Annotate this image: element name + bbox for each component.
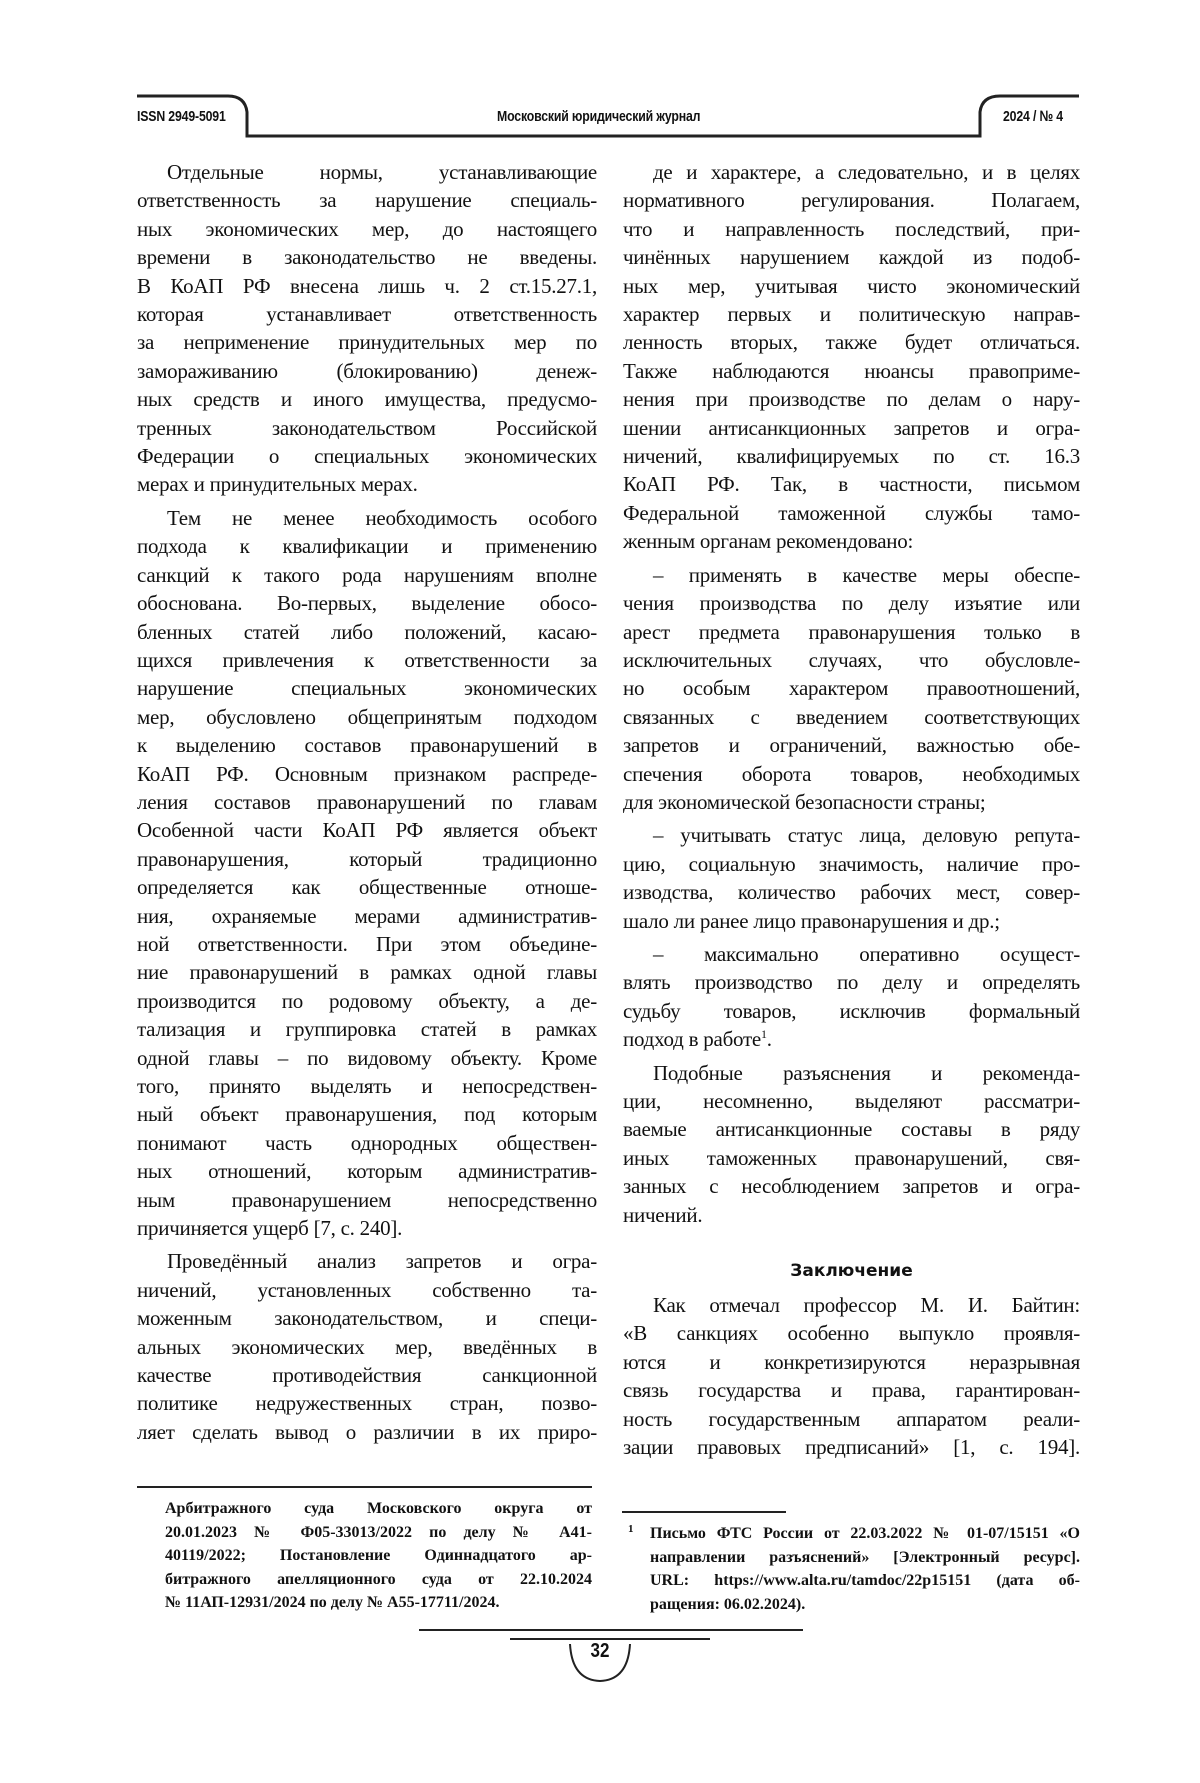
paragraph: [137, 1247, 597, 1446]
text-line: характер первых и политическую направ-: [623, 300, 1080, 328]
footnote-left: [165, 1497, 592, 1615]
text-line: чения производства по делу изъятие или: [623, 589, 1080, 617]
text-line: В КоАП РФ внесена лишь ч. 2 ст.15.27.1,: [137, 272, 597, 300]
text-line: мер, обусловлено общепринятым подходом: [137, 703, 597, 731]
footnote-rule-right: [622, 1511, 786, 1513]
text-line: ваемые антисанкционные составы в ряду: [623, 1115, 1080, 1143]
text-line: арест предмета правонарушения только в: [623, 618, 1080, 646]
text-line: того, принято выделять и непосредствен-: [137, 1072, 597, 1100]
text-line: Как отмечал профессор М. И. Байтин:: [623, 1291, 1080, 1319]
text-line: «В санкциях особенно выпукло проявля-: [623, 1319, 1080, 1347]
text-line: ность государственным аппаратом реали-: [623, 1405, 1080, 1433]
text-line: судьбу товаров, исключив формальный: [623, 997, 1080, 1025]
text-line: 40119/2022; Постановление Одиннадцатого ар-: [165, 1544, 592, 1568]
text-line: обоснована. Во-первых, выделение обосо-: [137, 589, 597, 617]
text-line: занных с несоблюдением запретов и огра-: [623, 1172, 1080, 1200]
text-line: тренных законодательством Российской: [137, 414, 597, 442]
text-line: Также наблюдаются нюансы правоприме-: [623, 357, 1080, 385]
text-line: 20.01.2023 № Ф05-33013/2022 по делу № А41-: [165, 1521, 592, 1545]
text-line: шало ли ранее лицо правонарушения и др.;: [623, 907, 1080, 935]
text-line: ных экономических мер, до настоящего: [137, 215, 597, 243]
paragraph: [623, 940, 1080, 1054]
paragraph: [623, 561, 1080, 817]
text-line: политике недружественных стран, позво-: [137, 1389, 597, 1417]
text-line: ный объект правонарушения, под которым: [137, 1100, 597, 1128]
text-line: – учитывать статус лица, деловую репута-: [623, 821, 1080, 849]
text-line: качестве противодействия санкционной: [137, 1361, 597, 1389]
text-line: Тем не менее необходимость особого: [137, 504, 597, 532]
text-line: моженным законодательством, и специ-: [137, 1304, 597, 1332]
footnote-right: [650, 1522, 1080, 1616]
text-line: исключительных случаях, что обусловле-: [623, 646, 1080, 674]
text-line: мерах и принудительных мерах.: [137, 470, 597, 498]
text-line: ных мер, учитывая чисто экономический: [623, 272, 1080, 300]
text-line: ничений, квалифицируемых по ст. 16.3: [623, 442, 1080, 470]
text-line: связанных с введением соответствующих: [623, 703, 1080, 731]
footnote-ref[interactable]: 1: [761, 1027, 767, 1041]
left-column: [137, 158, 597, 1451]
text-line: для экономической безопасности страны;: [623, 788, 1080, 816]
text-line: ным правонарушением непосредственно: [137, 1186, 597, 1214]
text-line: чинённых нарушением каждой из подоб-: [623, 243, 1080, 271]
text-line: нения при производстве по делам о нару-: [623, 385, 1080, 413]
text-line: нормативного регулирования. Полагаем,: [623, 186, 1080, 214]
text-line: производится по родовому объекту, а де-: [137, 987, 597, 1015]
text-line: ние правонарушений в рамках одной главы: [137, 958, 597, 986]
text-line: Арбитражного суда Московского округа от: [165, 1497, 592, 1521]
text-line: ются и конкретизируются неразрывная: [623, 1348, 1080, 1376]
text-line: ничений.: [623, 1201, 1080, 1229]
section-heading: Заключение: [623, 1259, 1080, 1283]
text-line: зации правовых предписаний» [1, с. 194].: [623, 1433, 1080, 1461]
text-line: причиняется ущерб [7, с. 240].: [137, 1214, 597, 1242]
text-line: к выделению составов правонарушений в: [137, 731, 597, 759]
text-line: битражного апелляционного суда от 22.10.2024: [165, 1568, 592, 1592]
text-line: де и характере, а следовательно, и в целях: [623, 158, 1080, 186]
text-line: альных экономических мер, введённых в: [137, 1333, 597, 1361]
paragraph: [137, 158, 597, 499]
issue-number: 2024 / № 4: [1003, 108, 1063, 125]
text-line: шении антисанкционных запретов и огра-: [623, 414, 1080, 442]
text-line: понимают часть однородных обществен-: [137, 1129, 597, 1157]
text-line: подхода к квалификации и применению: [137, 532, 597, 560]
text-line: но особым характером правоотношений,: [623, 674, 1080, 702]
text-line: замораживанию (блокированию) денеж-: [137, 357, 597, 385]
text-line: Отдельные нормы, устанавливающие: [137, 158, 597, 186]
text-line: изводства, количество рабочих мест, совер-: [623, 878, 1080, 906]
text-line: ничений, установленных собственно та-: [137, 1276, 597, 1304]
text-line: щихся привлечения к ответственности за: [137, 646, 597, 674]
text-line: URL: https://www.alta.ru/tamdoc/22p15151 (дата об-: [650, 1569, 1080, 1593]
text-line: ответственность за нарушение специаль-: [137, 186, 597, 214]
text-line: ных отношений, которым административ-: [137, 1157, 597, 1185]
text-line: времени в законодательство не введены.: [137, 243, 597, 271]
text-line: санкций к такого рода нарушениям вполне: [137, 561, 597, 589]
page-number: 32: [583, 1640, 617, 1663]
paragraph: [623, 158, 1080, 556]
text-line: определяется как общественные отноше-: [137, 873, 597, 901]
right-column: [623, 158, 1080, 1461]
text-line: Письмо ФТС России от 22.03.2022 № 01-07/15151 «О: [650, 1522, 1080, 1546]
paragraph: [623, 1059, 1080, 1229]
paragraph: [137, 504, 597, 1243]
text-line: ных средств и иного имущества, предусмо-: [137, 385, 597, 413]
text-line: за неприменение принудительных мер по: [137, 328, 597, 356]
issn: ISSN 2949-5091: [137, 108, 226, 125]
text-line: нарушение специальных экономических: [137, 674, 597, 702]
text-line: запретов и ограничений, важностью обе-: [623, 731, 1080, 759]
page-rule-top: [419, 1629, 803, 1631]
text-line: женным органам рекомендовано:: [623, 527, 1080, 555]
text-line: что и направленность последствий, при-: [623, 215, 1080, 243]
text-line: Федеральной таможенной службы тамо-: [623, 499, 1080, 527]
footnote-number: 1: [628, 1518, 634, 1542]
text-line: № 11АП-12931/2024 по делу № А55-17711/2024.: [165, 1591, 592, 1615]
text-line: – применять в качестве меры обеспе-: [623, 561, 1080, 589]
footnote-rule-left: [137, 1486, 592, 1488]
text-line: ции, несомненно, выделяют рассматри-: [623, 1087, 1080, 1115]
text-line: КоАП РФ. Основным признаком распреде-: [137, 760, 597, 788]
text-line: ленность вторых, также будет отличаться.: [623, 328, 1080, 356]
text-line: связь государства и права, гарантирован-: [623, 1376, 1080, 1404]
text-line: Федерации о специальных экономических: [137, 442, 597, 470]
text-line: Проведённый анализ запретов и огра-: [137, 1247, 597, 1275]
text-line: тализация и группировка статей в рамках: [137, 1015, 597, 1043]
text-line: – максимально оперативно осущест-: [623, 940, 1080, 968]
text-line: подход в работе1.: [623, 1025, 1080, 1053]
text-line: правонарушения, который традиционно: [137, 845, 597, 873]
text-line: Подобные разъяснения и рекоменда-: [623, 1059, 1080, 1087]
text-line: одной главы – по видовому объекту. Кроме: [137, 1044, 597, 1072]
text-line: КоАП РФ. Так, в частности, письмом: [623, 470, 1080, 498]
text-line: направлении разъяснений» [Электронный ресурс].: [650, 1546, 1080, 1570]
paragraph: [623, 821, 1080, 935]
text-line: ния, охраняемые мерами административ-: [137, 902, 597, 930]
text-line: ной ответственности. При этом объедине-: [137, 930, 597, 958]
text-line: цию, социальную значимость, наличие про-: [623, 850, 1080, 878]
text-line: ращения: 06.02.2024).: [650, 1593, 1080, 1617]
text-line: иных таможенных правонарушений, свя-: [623, 1144, 1080, 1172]
journal-title: Московский юридический журнал: [497, 108, 700, 125]
text-line: бленных статей либо положений, касаю-: [137, 618, 597, 646]
text-line: спечения оборота товаров, необходимых: [623, 760, 1080, 788]
text-line: Особенной части КоАП РФ является объект: [137, 816, 597, 844]
text-line: которая устанавливает ответственность: [137, 300, 597, 328]
header-frame: [0, 0, 1200, 150]
text-line: ляет сделать вывод о различии в их приро-: [137, 1418, 597, 1446]
text-line: ления составов правонарушений по главам: [137, 788, 597, 816]
text-line: влять производство по делу и определять: [623, 968, 1080, 996]
